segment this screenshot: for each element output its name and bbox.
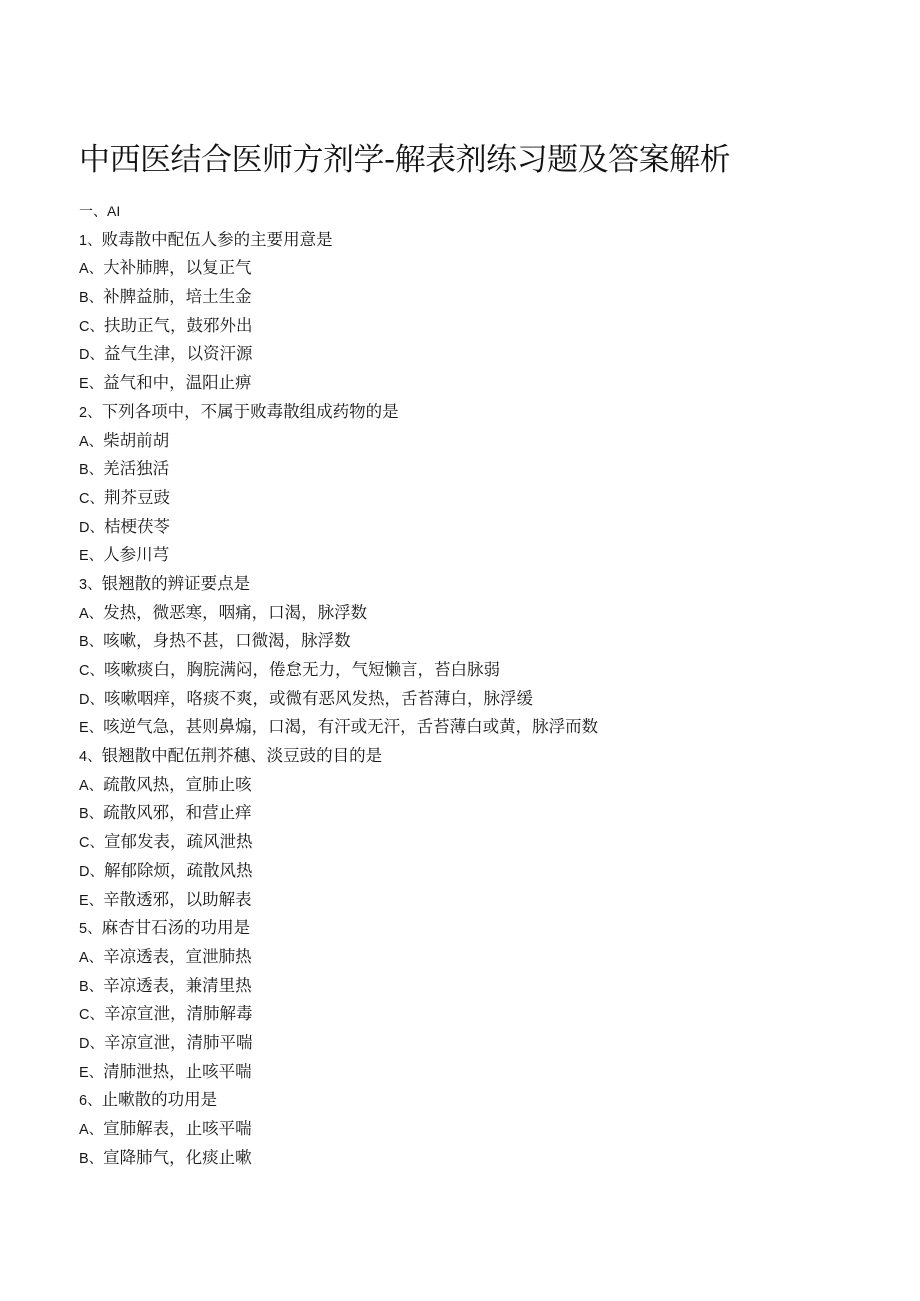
answer-option [79, 857, 879, 886]
option-letter: E、 [79, 720, 104, 737]
option-text: 人参川芎 [103, 545, 170, 565]
question-text: 麻杏甘石汤的功用是 [101, 918, 251, 938]
option-letter: A、 [79, 777, 104, 794]
section-heading-text: 一、AI [79, 203, 121, 219]
answer-option [79, 1029, 879, 1058]
question-stem [79, 1086, 879, 1115]
option-text: 辛散透邪，以助解表 [103, 889, 252, 909]
option-text: 宣郁发表，疏风泄热 [103, 832, 253, 852]
answer-option [79, 1144, 879, 1173]
option-letter: E、 [79, 892, 104, 909]
option-text: 辛凉透表，兼清里热 [103, 975, 252, 995]
answer-option [79, 886, 879, 915]
option-text: 益气和中，温阳止痹 [103, 373, 252, 393]
question-text: 银翘散中配伍荆芥穗、淡豆豉的目的是 [101, 746, 383, 766]
option-text: 疏散风热，宣肺止咳 [103, 774, 252, 794]
option-letter: B、 [79, 978, 104, 995]
option-text: 发热，微恶寒，咽痛，口渴，脉浮数 [103, 602, 368, 622]
option-letter: A、 [79, 1122, 104, 1138]
question-text: 下列各项中，不属于败毒散组成药物的是 [101, 401, 399, 421]
option-letter: C、 [79, 490, 104, 507]
answer-option [79, 1115, 879, 1144]
option-text: 桔梗茯苓 [103, 516, 170, 536]
answer-option [79, 283, 879, 312]
answer-option [79, 656, 879, 685]
option-letter: B、 [79, 1150, 104, 1167]
option-letter: C、 [79, 1007, 104, 1024]
option-letter: B、 [79, 290, 104, 307]
option-letter: D、 [79, 1035, 104, 1052]
option-text: 疏散风邪，和营止痒 [103, 803, 252, 823]
option-letter: A、 [79, 949, 104, 966]
option-text: 辛凉宣泄，清肺平喘 [103, 1032, 253, 1052]
question-text: 银翘散的辨证要点是 [101, 573, 251, 593]
option-letter: D、 [79, 863, 104, 880]
answer-option [79, 713, 879, 742]
question-text: 止嗽散的功用是 [101, 1090, 218, 1110]
question-number: 1、 [79, 232, 102, 249]
answer-option [79, 455, 879, 484]
question-number: 4、 [79, 749, 102, 766]
option-letter: D、 [79, 347, 104, 364]
option-letter: B、 [79, 634, 104, 651]
question-stem [79, 226, 879, 255]
option-letter: B、 [79, 462, 104, 479]
option-text: 辛凉宣泄，清肺解毒 [103, 1004, 253, 1024]
option-text: 大补肺脾，以复正气 [103, 258, 252, 278]
question-stem [79, 914, 879, 943]
question-number: 3、 [79, 576, 102, 593]
option-text: 咳嗽痰白，胸脘满闷，倦怠无力，气短懒言，苔白脉弱 [103, 660, 500, 679]
question-list [79, 197, 879, 1172]
section-heading [79, 197, 879, 226]
option-letter: E、 [79, 1064, 104, 1081]
answer-option [79, 484, 879, 513]
answer-option [79, 541, 879, 570]
answer-option [79, 369, 879, 398]
option-text: 咳嗽，身热不甚，口微渴，脉浮数 [103, 631, 351, 651]
answer-option [79, 771, 879, 800]
option-letter: D、 [79, 519, 104, 536]
answer-option [79, 599, 879, 628]
answer-option [79, 1000, 879, 1029]
answer-option [79, 972, 879, 1001]
answer-option [79, 513, 879, 542]
question-number: 5、 [79, 921, 102, 938]
question-stem [79, 742, 879, 771]
option-text: 辛凉透表，宣泄肺热 [103, 946, 252, 966]
answer-option [79, 685, 879, 714]
question-number: 2、 [79, 404, 102, 421]
option-text: 咳嗽咽痒，咯痰不爽，或微有恶风发热，舌苔薄白，脉浮缓 [103, 688, 533, 708]
answer-option [79, 254, 879, 283]
question-text: 败毒散中配伍人参的主要用意是 [101, 229, 333, 249]
option-text: 咳逆气急，甚则鼻煽，口渴，有汗或无汗，舌苔薄白或黄，脉浮而数 [103, 717, 599, 737]
option-text: 清肺泄热，止咳平喘 [103, 1061, 252, 1081]
option-letter: C、 [79, 318, 104, 335]
option-letter: A、 [79, 261, 104, 278]
document-title: 中西医结合医师方剂学-解表剂练习题及答案解析 [79, 142, 731, 178]
option-letter: E、 [79, 376, 104, 393]
answer-option [79, 427, 879, 456]
question-stem [79, 570, 879, 599]
option-text: 宣肺解表，止咳平喘 [103, 1119, 252, 1138]
option-text: 荆芥豆豉 [103, 487, 170, 507]
option-letter: C、 [79, 835, 104, 852]
option-text: 宣降肺气，化痰止嗽 [103, 1147, 252, 1167]
answer-option [79, 312, 879, 341]
answer-option [79, 799, 879, 828]
option-text: 补脾益肺，培土生金 [103, 287, 252, 307]
answer-option [79, 627, 879, 656]
option-text: 羌活独活 [103, 459, 170, 479]
option-text: 益气生津，以资汗源 [103, 344, 253, 364]
option-letter: C、 [79, 663, 104, 679]
question-number: 6、 [79, 1093, 102, 1110]
answer-option [79, 943, 879, 972]
option-letter: A、 [79, 605, 104, 622]
option-letter: A、 [79, 433, 104, 450]
option-text: 柴胡前胡 [103, 430, 170, 450]
option-letter: B、 [79, 806, 104, 823]
answer-option [79, 1058, 879, 1087]
answer-option [79, 340, 879, 369]
option-letter: E、 [79, 548, 104, 565]
option-text: 解郁除烦，疏散风热 [103, 860, 253, 880]
option-letter: D、 [79, 691, 104, 708]
question-stem [79, 398, 879, 427]
answer-option [79, 828, 879, 857]
option-text: 扶助正气，鼓邪外出 [103, 315, 253, 335]
